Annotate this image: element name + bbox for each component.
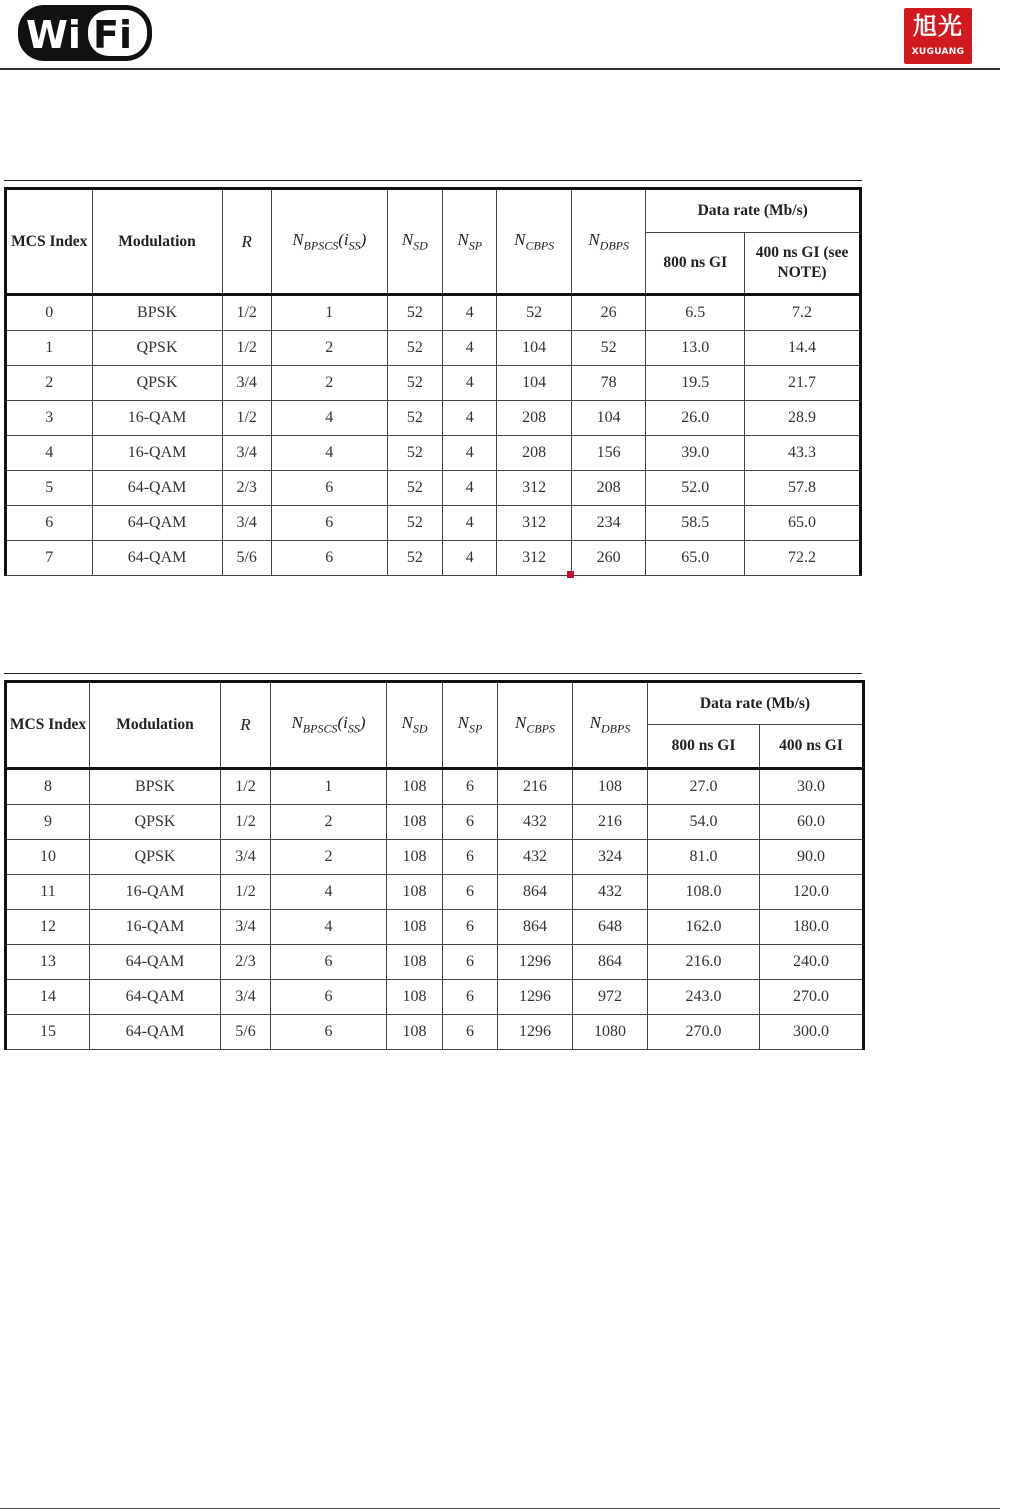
- header-r: R: [221, 682, 271, 769]
- header-400ns-gi: 400 ns GI: [760, 725, 864, 769]
- table-row: [6, 945, 864, 980]
- cell-rate-800ns: 6.5: [646, 295, 745, 331]
- header-nsp: $N_{SP}$: [443, 189, 497, 295]
- cell-modulation: BPSK: [90, 769, 221, 805]
- cell-coding-rate: 3/4: [221, 910, 271, 945]
- header-ndbps: $N_{DBPS}$: [573, 682, 648, 769]
- cell-coding-rate: 3/4: [221, 840, 271, 875]
- header-nsd: $N_{SD}$: [387, 682, 443, 769]
- page-header: [0, 0, 1011, 70]
- table-row: [6, 366, 861, 401]
- cell-mcs-index: 11: [6, 875, 90, 910]
- cell-rate-400ns: 14.4: [745, 331, 861, 366]
- cell-nsp: 4: [443, 366, 497, 401]
- cell-ndbps: 78: [571, 366, 646, 401]
- cell-nsd: 108: [387, 910, 443, 945]
- cell-ncbps: 312: [497, 471, 572, 506]
- cell-modulation: QPSK: [92, 366, 222, 401]
- cell-nsd: 52: [387, 471, 442, 506]
- cell-ndbps: 208: [571, 471, 646, 506]
- cell-rate-400ns: 270.0: [760, 980, 864, 1015]
- cell-nsd: 52: [387, 401, 442, 436]
- cell-rate-800ns: 19.5: [646, 366, 745, 401]
- cell-nsp: 6: [443, 910, 498, 945]
- cell-nbpscs: 1: [271, 769, 387, 805]
- cell-modulation: 64-QAM: [92, 506, 222, 541]
- cell-ndbps: 972: [573, 980, 648, 1015]
- table-row: [6, 1015, 864, 1050]
- cell-ncbps: 432: [498, 840, 573, 875]
- cell-rate-800ns: 270.0: [648, 1015, 760, 1050]
- cell-rate-400ns: 60.0: [760, 805, 864, 840]
- cell-ndbps: 104: [571, 401, 646, 436]
- cell-rate-800ns: 81.0: [648, 840, 760, 875]
- svg-text:Fi: Fi: [93, 13, 132, 57]
- cell-nbpscs: 2: [271, 366, 387, 401]
- header-800ns-gi: 800 ns GI: [646, 233, 745, 295]
- header-ncbps: $N_{CBPS}$: [498, 682, 573, 769]
- cell-ndbps: 108: [573, 769, 648, 805]
- cell-nsp: 4: [443, 436, 497, 471]
- cell-nsd: 52: [387, 436, 442, 471]
- cell-nsp: 6: [443, 840, 498, 875]
- cell-ncbps: 208: [497, 436, 572, 471]
- cell-nbpscs: 1: [271, 295, 387, 331]
- table-row: [6, 980, 864, 1015]
- cell-nbpscs: 4: [271, 401, 387, 436]
- header-modulation: Modulation: [90, 682, 221, 769]
- cell-nbpscs: 6: [271, 1015, 387, 1050]
- cell-rate-400ns: 28.9: [745, 401, 861, 436]
- cell-rate-800ns: 65.0: [646, 541, 745, 576]
- cell-ndbps: 52: [571, 331, 646, 366]
- cell-rate-800ns: 54.0: [648, 805, 760, 840]
- cell-nsp: 4: [443, 331, 497, 366]
- cell-coding-rate: 3/4: [221, 980, 271, 1015]
- cell-nsd: 52: [387, 366, 442, 401]
- header-nbpscs: $N_{BPSCS}(i_{SS})$: [271, 189, 387, 295]
- mcs-table-1: [4, 180, 862, 576]
- cell-nbpscs: 6: [271, 980, 387, 1015]
- cell-coding-rate: 3/4: [222, 366, 271, 401]
- header-ncbps: $N_{CBPS}$: [497, 189, 572, 295]
- table-row: [6, 471, 861, 506]
- cell-ndbps: 432: [573, 875, 648, 910]
- mcs-table-2-grid: [4, 680, 865, 1050]
- cell-nsd: 108: [387, 805, 443, 840]
- cell-rate-400ns: 180.0: [760, 910, 864, 945]
- cell-nsp: 6: [443, 875, 498, 910]
- cell-modulation: QPSK: [90, 805, 221, 840]
- cell-ncbps: 432: [498, 805, 573, 840]
- red-cursor-mark: [567, 571, 574, 578]
- cell-nbpscs: 6: [271, 541, 387, 576]
- cell-mcs-index: 13: [6, 945, 90, 980]
- header-ndbps: $N_{DBPS}$: [571, 189, 646, 295]
- cell-coding-rate: 2/3: [222, 471, 271, 506]
- cell-rate-400ns: 21.7: [745, 366, 861, 401]
- cell-mcs-index: 7: [6, 541, 93, 576]
- cell-rate-400ns: 7.2: [745, 295, 861, 331]
- cell-nbpscs: 2: [271, 331, 387, 366]
- cell-ndbps: 648: [573, 910, 648, 945]
- cell-coding-rate: 2/3: [221, 945, 271, 980]
- cell-nbpscs: 4: [271, 875, 387, 910]
- cell-modulation: 16-QAM: [92, 436, 222, 471]
- cell-ncbps: 216: [498, 769, 573, 805]
- cell-coding-rate: 1/2: [221, 769, 271, 805]
- cell-mcs-index: 12: [6, 910, 90, 945]
- table-row: [6, 436, 861, 471]
- cell-nsp: 4: [443, 506, 497, 541]
- cell-nbpscs: 4: [271, 436, 387, 471]
- cell-ndbps: 216: [573, 805, 648, 840]
- xuguang-logo-word: XUGUANG: [911, 47, 965, 57]
- table-row: [6, 769, 864, 805]
- table-row: [6, 805, 864, 840]
- cell-rate-400ns: 90.0: [760, 840, 864, 875]
- cell-ncbps: 104: [497, 331, 572, 366]
- cell-modulation: 16-QAM: [90, 910, 221, 945]
- cell-mcs-index: 4: [6, 436, 93, 471]
- header-nsp: $N_{SP}$: [443, 682, 498, 769]
- cell-ndbps: 324: [573, 840, 648, 875]
- xuguang-logo-glyphs: 旭光: [913, 12, 963, 40]
- cell-rate-400ns: 65.0: [745, 506, 861, 541]
- header-800ns-gi: 800 ns GI: [648, 725, 760, 769]
- cell-nsd: 52: [387, 295, 442, 331]
- cell-ndbps: 234: [571, 506, 646, 541]
- cell-mcs-index: 5: [6, 471, 93, 506]
- cell-nsp: 6: [443, 945, 498, 980]
- header-mcs-index: MCS Index: [6, 189, 93, 295]
- cell-mcs-index: 15: [6, 1015, 90, 1050]
- cell-rate-800ns: 27.0: [648, 769, 760, 805]
- cell-ncbps: 312: [497, 541, 572, 576]
- cell-ncbps: 864: [498, 910, 573, 945]
- cell-nsp: 4: [443, 471, 497, 506]
- cell-nsd: 108: [387, 769, 443, 805]
- header-divider: [0, 68, 1000, 70]
- mcs-table-1-grid: [4, 187, 862, 576]
- cell-coding-rate: 5/6: [221, 1015, 271, 1050]
- cell-mcs-index: 1: [6, 331, 93, 366]
- table-row: [6, 910, 864, 945]
- cell-modulation: BPSK: [92, 295, 222, 331]
- cell-coding-rate: 5/6: [222, 541, 271, 576]
- cell-nbpscs: 4: [271, 910, 387, 945]
- cell-nsp: 6: [443, 980, 498, 1015]
- cell-rate-800ns: 243.0: [648, 980, 760, 1015]
- cell-nsd: 108: [387, 875, 443, 910]
- cell-nsp: 6: [443, 1015, 498, 1050]
- cell-nsp: 4: [443, 401, 497, 436]
- cell-rate-800ns: 216.0: [648, 945, 760, 980]
- cell-mcs-index: 14: [6, 980, 90, 1015]
- header-nsd: $N_{SD}$: [387, 189, 442, 295]
- cell-modulation: QPSK: [92, 331, 222, 366]
- cell-coding-rate: 1/2: [221, 875, 271, 910]
- header-mcs-index: MCS Index: [6, 682, 90, 769]
- cell-ndbps: 156: [571, 436, 646, 471]
- cell-modulation: 64-QAM: [90, 1015, 221, 1050]
- footer-divider: [0, 1508, 1000, 1509]
- cell-coding-rate: 1/2: [222, 401, 271, 436]
- svg-text:Wi: Wi: [26, 13, 81, 57]
- cell-ncbps: 1296: [498, 945, 573, 980]
- cell-rate-400ns: 57.8: [745, 471, 861, 506]
- mcs-table-2: [4, 673, 862, 1050]
- cell-nbpscs: 2: [271, 840, 387, 875]
- cell-coding-rate: 1/2: [222, 295, 271, 331]
- cell-rate-400ns: 300.0: [760, 1015, 864, 1050]
- cell-rate-400ns: 120.0: [760, 875, 864, 910]
- cell-nbpscs: 6: [271, 471, 387, 506]
- cell-nbpscs: 6: [271, 506, 387, 541]
- cell-mcs-index: 2: [6, 366, 93, 401]
- cell-nsd: 108: [387, 980, 443, 1015]
- header-modulation: Modulation: [92, 189, 222, 295]
- cell-ncbps: 52: [497, 295, 572, 331]
- cell-modulation: 16-QAM: [92, 401, 222, 436]
- cell-rate-800ns: 108.0: [648, 875, 760, 910]
- cell-rate-400ns: 43.3: [745, 436, 861, 471]
- cell-modulation: 64-QAM: [90, 945, 221, 980]
- cell-rate-800ns: 52.0: [646, 471, 745, 506]
- header-nbpscs: $N_{BPSCS}(i_{SS})$: [271, 682, 387, 769]
- cell-nbpscs: 2: [271, 805, 387, 840]
- header-r: R: [222, 189, 271, 295]
- cell-ncbps: 208: [497, 401, 572, 436]
- cell-coding-rate: 3/4: [222, 506, 271, 541]
- cell-ncbps: 1296: [498, 980, 573, 1015]
- cell-coding-rate: 1/2: [222, 331, 271, 366]
- cell-ncbps: 312: [497, 506, 572, 541]
- table-row: [6, 401, 861, 436]
- cell-ndbps: 864: [573, 945, 648, 980]
- cell-rate-400ns: 30.0: [760, 769, 864, 805]
- cell-nsp: 4: [443, 541, 497, 576]
- cell-mcs-index: 3: [6, 401, 93, 436]
- cell-nsd: 52: [387, 541, 442, 576]
- cell-ncbps: 104: [497, 366, 572, 401]
- cell-modulation: 64-QAM: [90, 980, 221, 1015]
- table-row: [6, 295, 861, 331]
- header-data-rate: Data rate (Mb/s): [648, 682, 864, 725]
- cell-mcs-index: 0: [6, 295, 93, 331]
- cell-coding-rate: 3/4: [222, 436, 271, 471]
- cell-ndbps: 26: [571, 295, 646, 331]
- cell-rate-400ns: 240.0: [760, 945, 864, 980]
- header-data-rate: Data rate (Mb/s): [646, 189, 861, 233]
- cell-mcs-index: 6: [6, 506, 93, 541]
- cell-modulation: QPSK: [90, 840, 221, 875]
- table-row: [6, 506, 861, 541]
- cell-nsp: 4: [443, 295, 497, 331]
- cell-ncbps: 864: [498, 875, 573, 910]
- cell-rate-800ns: 162.0: [648, 910, 760, 945]
- table-row: [6, 541, 861, 576]
- cell-nsd: 52: [387, 506, 442, 541]
- cell-modulation: 64-QAM: [92, 541, 222, 576]
- cell-nsd: 108: [387, 840, 443, 875]
- cell-nsd: 108: [387, 1015, 443, 1050]
- cell-nsd: 108: [387, 945, 443, 980]
- cell-modulation: 64-QAM: [92, 471, 222, 506]
- table-row: [6, 875, 864, 910]
- table-row: [6, 840, 864, 875]
- cell-coding-rate: 1/2: [221, 805, 271, 840]
- cell-rate-800ns: 39.0: [646, 436, 745, 471]
- cell-mcs-index: 9: [6, 805, 90, 840]
- cell-nbpscs: 6: [271, 945, 387, 980]
- cell-rate-400ns: 72.2: [745, 541, 861, 576]
- cell-mcs-index: 8: [6, 769, 90, 805]
- wifi-logo: [16, 3, 154, 63]
- header-400ns-gi-note: 400 ns GI (see NOTE): [745, 233, 861, 295]
- cell-nsp: 6: [443, 769, 498, 805]
- cell-rate-800ns: 26.0: [646, 401, 745, 436]
- cell-rate-800ns: 13.0: [646, 331, 745, 366]
- cell-ndbps: 260: [571, 541, 646, 576]
- cell-mcs-index: 10: [6, 840, 90, 875]
- cell-nsp: 6: [443, 805, 498, 840]
- cell-ncbps: 1296: [498, 1015, 573, 1050]
- cell-ndbps: 1080: [573, 1015, 648, 1050]
- cell-modulation: 16-QAM: [90, 875, 221, 910]
- table-row: [6, 331, 861, 366]
- cell-nsd: 52: [387, 331, 442, 366]
- cell-rate-800ns: 58.5: [646, 506, 745, 541]
- xuguang-logo: [904, 8, 972, 64]
